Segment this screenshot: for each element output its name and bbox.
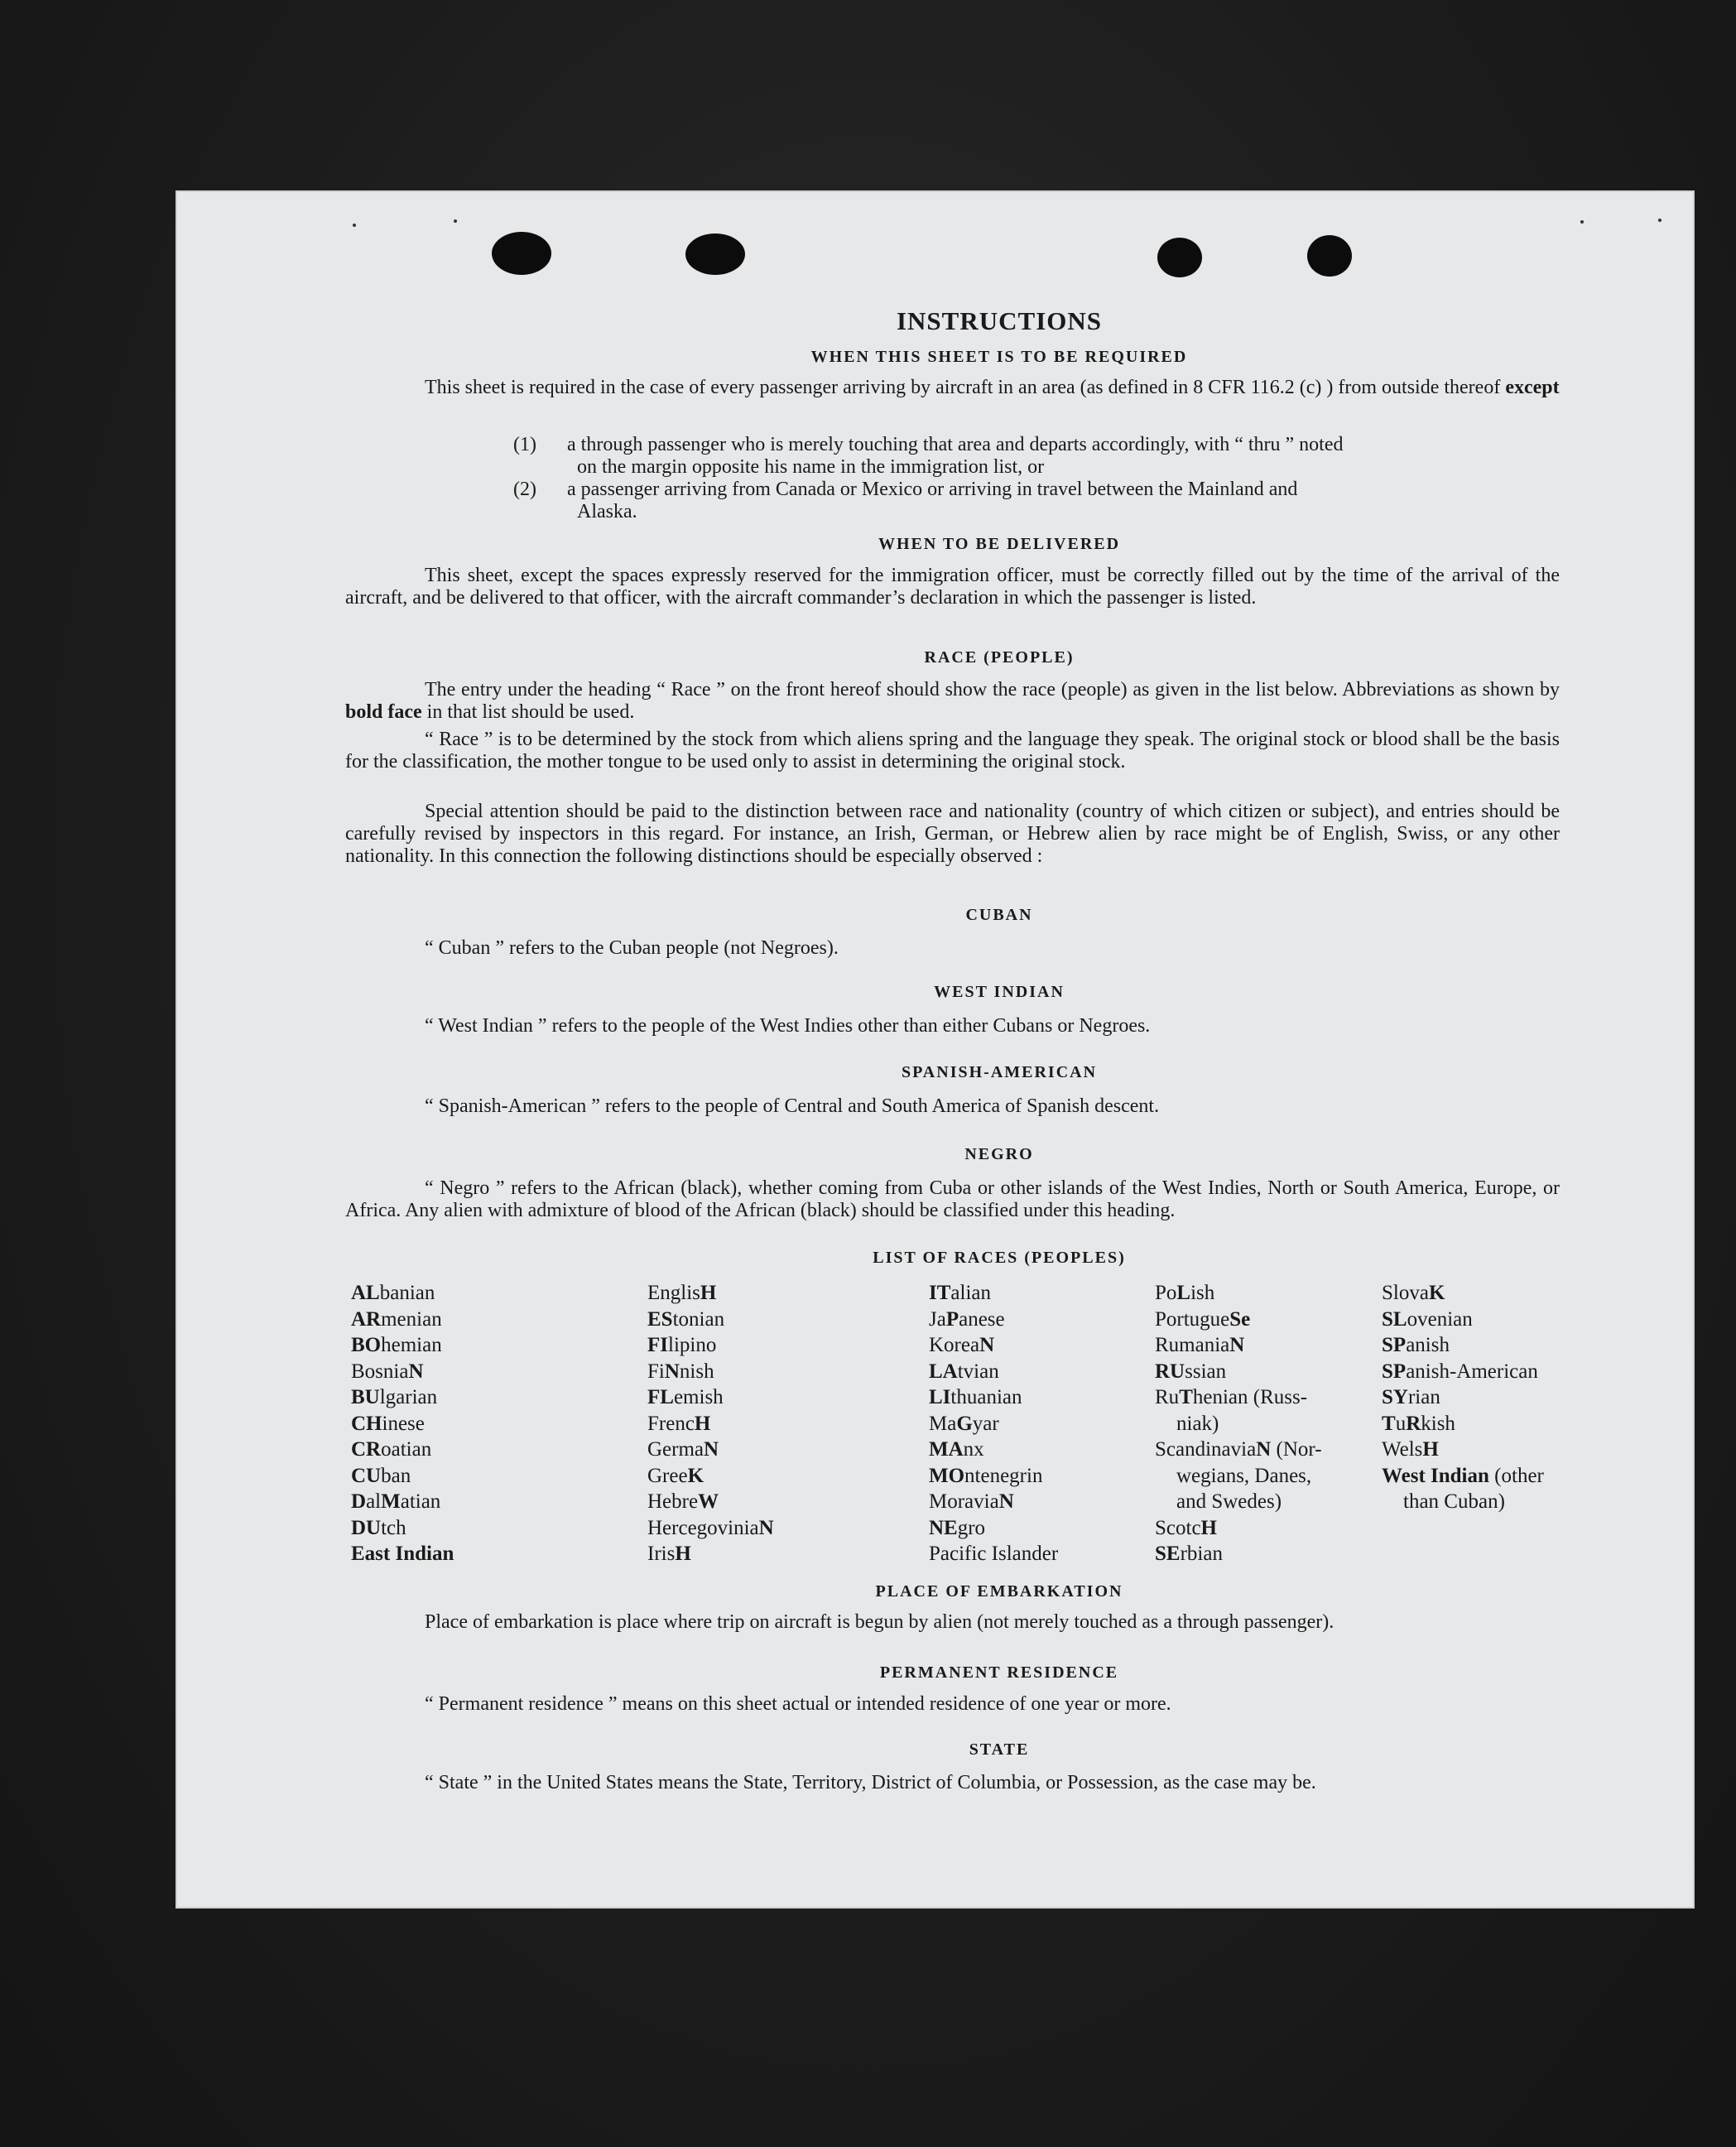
race-entry: EStonian xyxy=(647,1307,725,1331)
embarkation-paragraph: Place of embarkation is place where trip on aircraft is begun by alien (not merely touched as a through passenger). xyxy=(425,1611,1334,1633)
race-entry: IrisH xyxy=(647,1543,691,1565)
race-entry: ALbanian xyxy=(351,1282,435,1304)
race-entry: BOhemian xyxy=(351,1334,442,1356)
race-entry: PoLish xyxy=(1155,1282,1215,1304)
race-entry: LAtvian xyxy=(929,1360,999,1383)
race-entry: FLemish xyxy=(647,1386,724,1408)
section-heading-embarkation: PLACE OF EMBARKATION xyxy=(875,1582,1123,1601)
section-heading-required: WHEN THIS SHEET IS TO BE REQUIRED xyxy=(810,348,1188,366)
race-entry: MoraviaN xyxy=(929,1490,1014,1513)
race-entry: GreeK xyxy=(647,1464,704,1487)
punch-hole xyxy=(1157,238,1202,277)
race-entry: GermaN xyxy=(647,1438,719,1461)
punch-hole xyxy=(685,233,745,275)
section-heading-negro: NEGRO xyxy=(964,1145,1034,1163)
race-entry: CRoatian xyxy=(351,1438,432,1461)
race-entry: SPanish-American xyxy=(1382,1360,1538,1383)
race-entry: FIlipino xyxy=(647,1334,717,1356)
document-page xyxy=(176,190,1695,1909)
races-column-5 xyxy=(1382,1280,1580,1515)
speck xyxy=(454,219,457,223)
race-entry: RumaniaN xyxy=(1155,1334,1245,1356)
required-paragraph: This sheet is required in the case of every passenger arriving by aircraft in an area (as defined in 8 CFR 116.2 (c) ) from outside thereof except xyxy=(425,377,1560,398)
race-entry: SlovaK xyxy=(1382,1282,1445,1304)
section-heading-state: STATE xyxy=(969,1740,1030,1759)
race-entry: SPanish xyxy=(1382,1334,1450,1356)
races-column-4 xyxy=(1155,1280,1370,1567)
race-entry: KoreaN xyxy=(929,1334,995,1356)
race-entry: DalMatian xyxy=(351,1490,441,1513)
race-entry: CHinese xyxy=(351,1412,425,1435)
race-entry: wegians, Danes, xyxy=(1176,1464,1312,1487)
race-paragraph-1: The entry under the heading “ Race ” on the front hereof should show the race (people) as given in the list below. Abbreviations as shown by bold face in that list should be used. xyxy=(345,679,1560,723)
spanish-american-paragraph: “ Spanish-American ” refers to the people of Central and South America of Spanish descent. xyxy=(425,1095,1160,1117)
race-entry: PortugueSe xyxy=(1155,1307,1251,1331)
race-entry: SLovenian xyxy=(1382,1307,1473,1331)
speck xyxy=(353,224,356,227)
race-entry: Pacific Islander xyxy=(929,1543,1059,1565)
residence-paragraph: “ Permanent residence ” means on this sheet actual or intended residence of one year or more. xyxy=(425,1693,1171,1715)
negro-paragraph: “ Negro ” refers to the African (black), whether coming from Cuba or other islands of the West Indies, North or South America, Europe, or Africa. Any alien with admixture of blood of the African (black) should be classified under this heading. xyxy=(345,1177,1560,1221)
race-entry: ITalian xyxy=(929,1282,991,1304)
race-entry: CUban xyxy=(351,1464,411,1487)
race-entry: ARmenian xyxy=(351,1307,442,1331)
race-entry: West Indian (other xyxy=(1382,1464,1544,1487)
races-column-1 xyxy=(351,1280,632,1567)
race-entry: SErbian xyxy=(1155,1543,1223,1565)
section-heading-delivered: WHEN TO BE DELIVERED xyxy=(878,535,1121,553)
race-entry: EnglisH xyxy=(647,1282,717,1304)
race-entry: JaPanese xyxy=(929,1307,1005,1331)
races-column-3 xyxy=(929,1280,1144,1567)
race-entry: MaGyar xyxy=(929,1412,999,1435)
state-paragraph: “ State ” in the United States means the State, Territory, District of Columbia, or Possession, as the case may be. xyxy=(425,1772,1316,1793)
race-paragraph-3: Special attention should be paid to the distinction between race and nationality (country of which citizen or subject), and entries should be carefully revised by inspectors in this regard. For instance, an Irish, German, or Hebrew alien by race might be of English, Swiss, or any other nationality. In this connection the following distinctions should be especially observed : xyxy=(345,801,1560,867)
delivered-paragraph: This sheet, except the spaces expressly reserved for the immigration officer, must be correctly filled out by the time of the arrival of the aircraft, and be delivered to that officer, with the aircraft commander’s declaration in which the passenger is listed. xyxy=(345,565,1560,609)
exception-item-1: (1) a through passenger who is merely touching that area and departs accordingly, with “ thru ” noted on the margin opposite his name in the immigration list, or xyxy=(513,434,1344,478)
cuban-paragraph: “ Cuban ” refers to the Cuban people (not Negroes). xyxy=(425,937,839,959)
race-entry: ScotcH xyxy=(1155,1516,1217,1539)
race-entry: TuRkish xyxy=(1382,1412,1455,1435)
race-entry: HercegoviniaN xyxy=(647,1516,774,1539)
exception-item-2: (2) a passenger arriving from Canada or Mexico or arriving in travel between the Mainland and Alaska. xyxy=(513,479,1298,522)
section-heading-races-list: LIST OF RACES (PEOPLES) xyxy=(873,1249,1126,1267)
race-entry: LIthuanian xyxy=(929,1386,1022,1408)
speck xyxy=(1658,219,1661,222)
race-entry: MAnx xyxy=(929,1438,984,1461)
race-entry: than Cuban) xyxy=(1403,1490,1505,1513)
race-entry: HebreW xyxy=(647,1490,719,1513)
race-paragraph-2: “ Race ” is to be determined by the stock from which aliens spring and the language they speak. The original stock or blood shall be the basis for the classification, the mother tongue to be used only to assist in determining the original stock. xyxy=(345,729,1560,773)
race-entry: MOntenegrin xyxy=(929,1464,1043,1487)
speck xyxy=(1580,220,1584,224)
race-entry: RUssian xyxy=(1155,1360,1227,1383)
race-entry: niak) xyxy=(1176,1412,1219,1435)
race-entry: WelsH xyxy=(1382,1438,1439,1461)
section-heading-race: RACE (PEOPLE) xyxy=(924,648,1075,667)
race-entry: DUtch xyxy=(351,1516,406,1539)
race-entry: ScandinaviaN (Nor- xyxy=(1155,1438,1322,1461)
punch-hole xyxy=(1307,235,1352,277)
race-entry: East Indian xyxy=(351,1543,454,1565)
page-title: INSTRUCTIONS xyxy=(896,306,1102,335)
race-entry: RuThenian (Russ- xyxy=(1155,1386,1308,1408)
section-heading-residence: PERMANENT RESIDENCE xyxy=(879,1663,1119,1682)
section-heading-west-indian: WEST INDIAN xyxy=(934,983,1065,1001)
section-heading-spanish-american: SPANISH-AMERICAN xyxy=(901,1063,1098,1081)
race-entry: and Swedes) xyxy=(1176,1490,1282,1513)
races-column-2 xyxy=(647,1280,912,1567)
race-entry: BosniaN xyxy=(351,1360,424,1383)
race-entry: SYrian xyxy=(1382,1386,1440,1408)
race-entry: FrencH xyxy=(647,1412,711,1435)
punch-hole xyxy=(492,232,551,275)
section-heading-cuban: CUBAN xyxy=(965,906,1033,924)
west-indian-paragraph: “ West Indian ” refers to the people of the West Indies other than either Cubans or Negroes. xyxy=(425,1015,1151,1037)
race-entry: BUlgarian xyxy=(351,1386,438,1408)
race-entry: FiNnish xyxy=(647,1360,714,1383)
race-entry: NEgro xyxy=(929,1516,986,1539)
